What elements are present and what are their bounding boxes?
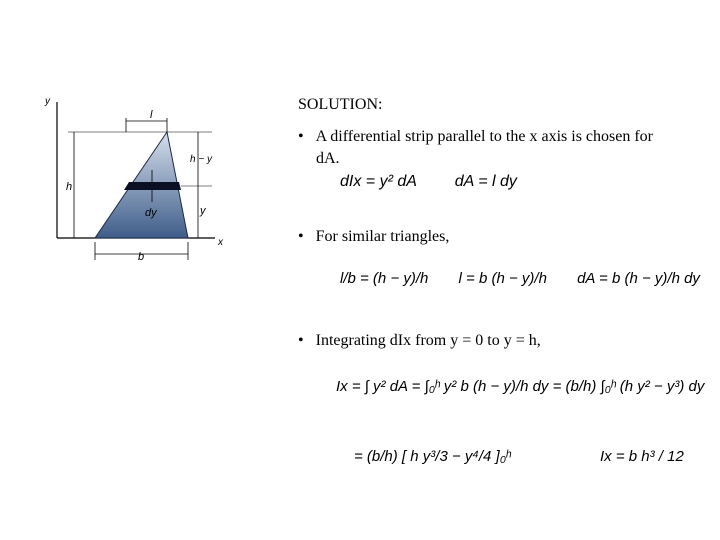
- bullet-2: [298, 228, 449, 246]
- triangle-figure: [40, 90, 240, 265]
- dim-b-label: b: [138, 251, 145, 263]
- dim-y-label: y: [200, 205, 206, 217]
- equation-2: [340, 270, 700, 287]
- equation-2a: l/b = (h − y)/h: [340, 270, 429, 287]
- equation-2c: dA = b (h − y)/h dy: [577, 270, 700, 287]
- bullet-3: [298, 332, 541, 350]
- bullet-glyph: •: [298, 228, 304, 245]
- y-axis-label: y: [45, 96, 50, 107]
- bullet-glyph: •: [298, 332, 304, 349]
- equation-1-lhs: dIx = y² dA: [340, 173, 417, 190]
- equation-1: [340, 173, 517, 191]
- dim-dy-label: dy: [145, 207, 157, 219]
- equation-3-line1: Ix = ∫ y² dA = ∫₀ʰ y² b (h − y)/h dy = (b/h) ∫₀ʰ (h y² − y³) dy: [336, 378, 705, 395]
- bullet-2-text: For similar triangles,: [315, 228, 450, 245]
- dim-h-label: h: [66, 181, 73, 193]
- dim-l-label: l: [150, 109, 153, 121]
- dim-h-minus-y-label: h − y: [190, 154, 212, 165]
- equation-1-rhs: dA = l dy: [454, 173, 517, 190]
- bullet-1-line1: A differential strip parallel to the x axis is chosen for: [315, 128, 653, 145]
- bullet-1: [298, 128, 708, 146]
- bullet-1-line2: dA.: [316, 150, 340, 167]
- bullet-glyph: •: [298, 128, 304, 145]
- solution-heading: SOLUTION:: [298, 96, 383, 113]
- differential-strip: [124, 182, 181, 190]
- bullet-3-text: Integrating dIx from y = 0 to y = h,: [315, 332, 541, 349]
- equation-3-result: Ix = b h³ / 12: [600, 448, 684, 465]
- equation-2b: l = b (h − y)/h: [458, 270, 547, 287]
- triangle-diagram: [40, 90, 240, 265]
- x-axis-label: x: [218, 237, 223, 248]
- equation-3-line2: = (b/h) [ h y³/3 − y⁴/4 ]₀ʰ: [354, 448, 511, 465]
